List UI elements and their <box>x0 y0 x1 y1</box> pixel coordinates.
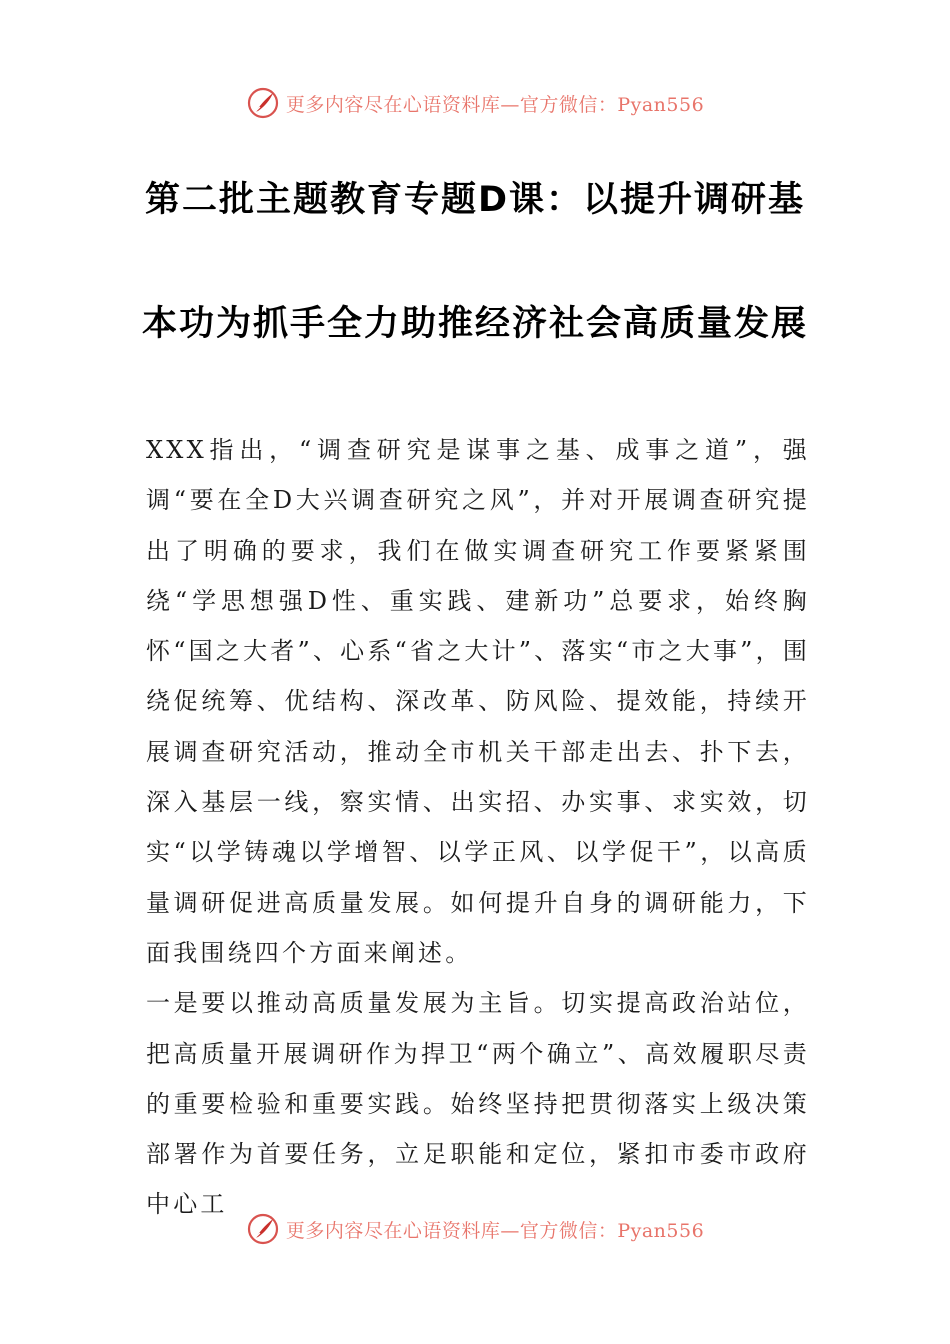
watermark-footer <box>0 1212 950 1246</box>
watermark-header <box>0 86 950 120</box>
watermark-text: 更多内容尽在心语资料库—官方微信：Pyan556 <box>285 93 705 116</box>
quill-pen-icon <box>246 1212 280 1246</box>
document-title-line-2: 本功为抓手全力助推经济社会高质量发展 <box>141 304 808 344</box>
quill-pen-icon <box>246 86 280 120</box>
document-body <box>146 425 810 1230</box>
paragraph: 一是要以推动高质量发展为主旨。切实提高政治站位，把高质量开展调研作为捍卫“两个确立”、高效履职尽责的重要检验和重要实践。始终坚持把贯彻落实上级决策部署作为首要任务，立足职能和定位，紧扣市委市政府中心工 <box>146 989 810 1219</box>
paragraph: XXX指出，“调查研究是谋事之基、成事之道”，强调“要在全D大兴调查研究之风”，并对开展调查研究提出了明确的要求，我们在做实调查研究工作要紧紧围绕“学思想强D性、重实践、建新功”总要求，始终胸怀“国之大者”、心系“省之大计”、落实“市之大事”，围绕促统筹、优结构、深改革、防风险、提效能，持续开展调查研究活动，推动全市机关干部走出去、扑下去，深入基层一线，察实情、出实招、办实事、求实效，切实“以学铸魂以学增智、以学正风、以学促干”，以高质量调研促进高质量发展。如何提升自身的调研能力，下面我围绕四个方面来阐述。 <box>146 436 811 967</box>
document-title-line-1: 第二批主题教育专题D课：以提升调研基 <box>144 180 806 220</box>
watermark-text: 更多内容尽在心语资料库—官方微信：Pyan556 <box>285 1219 705 1242</box>
